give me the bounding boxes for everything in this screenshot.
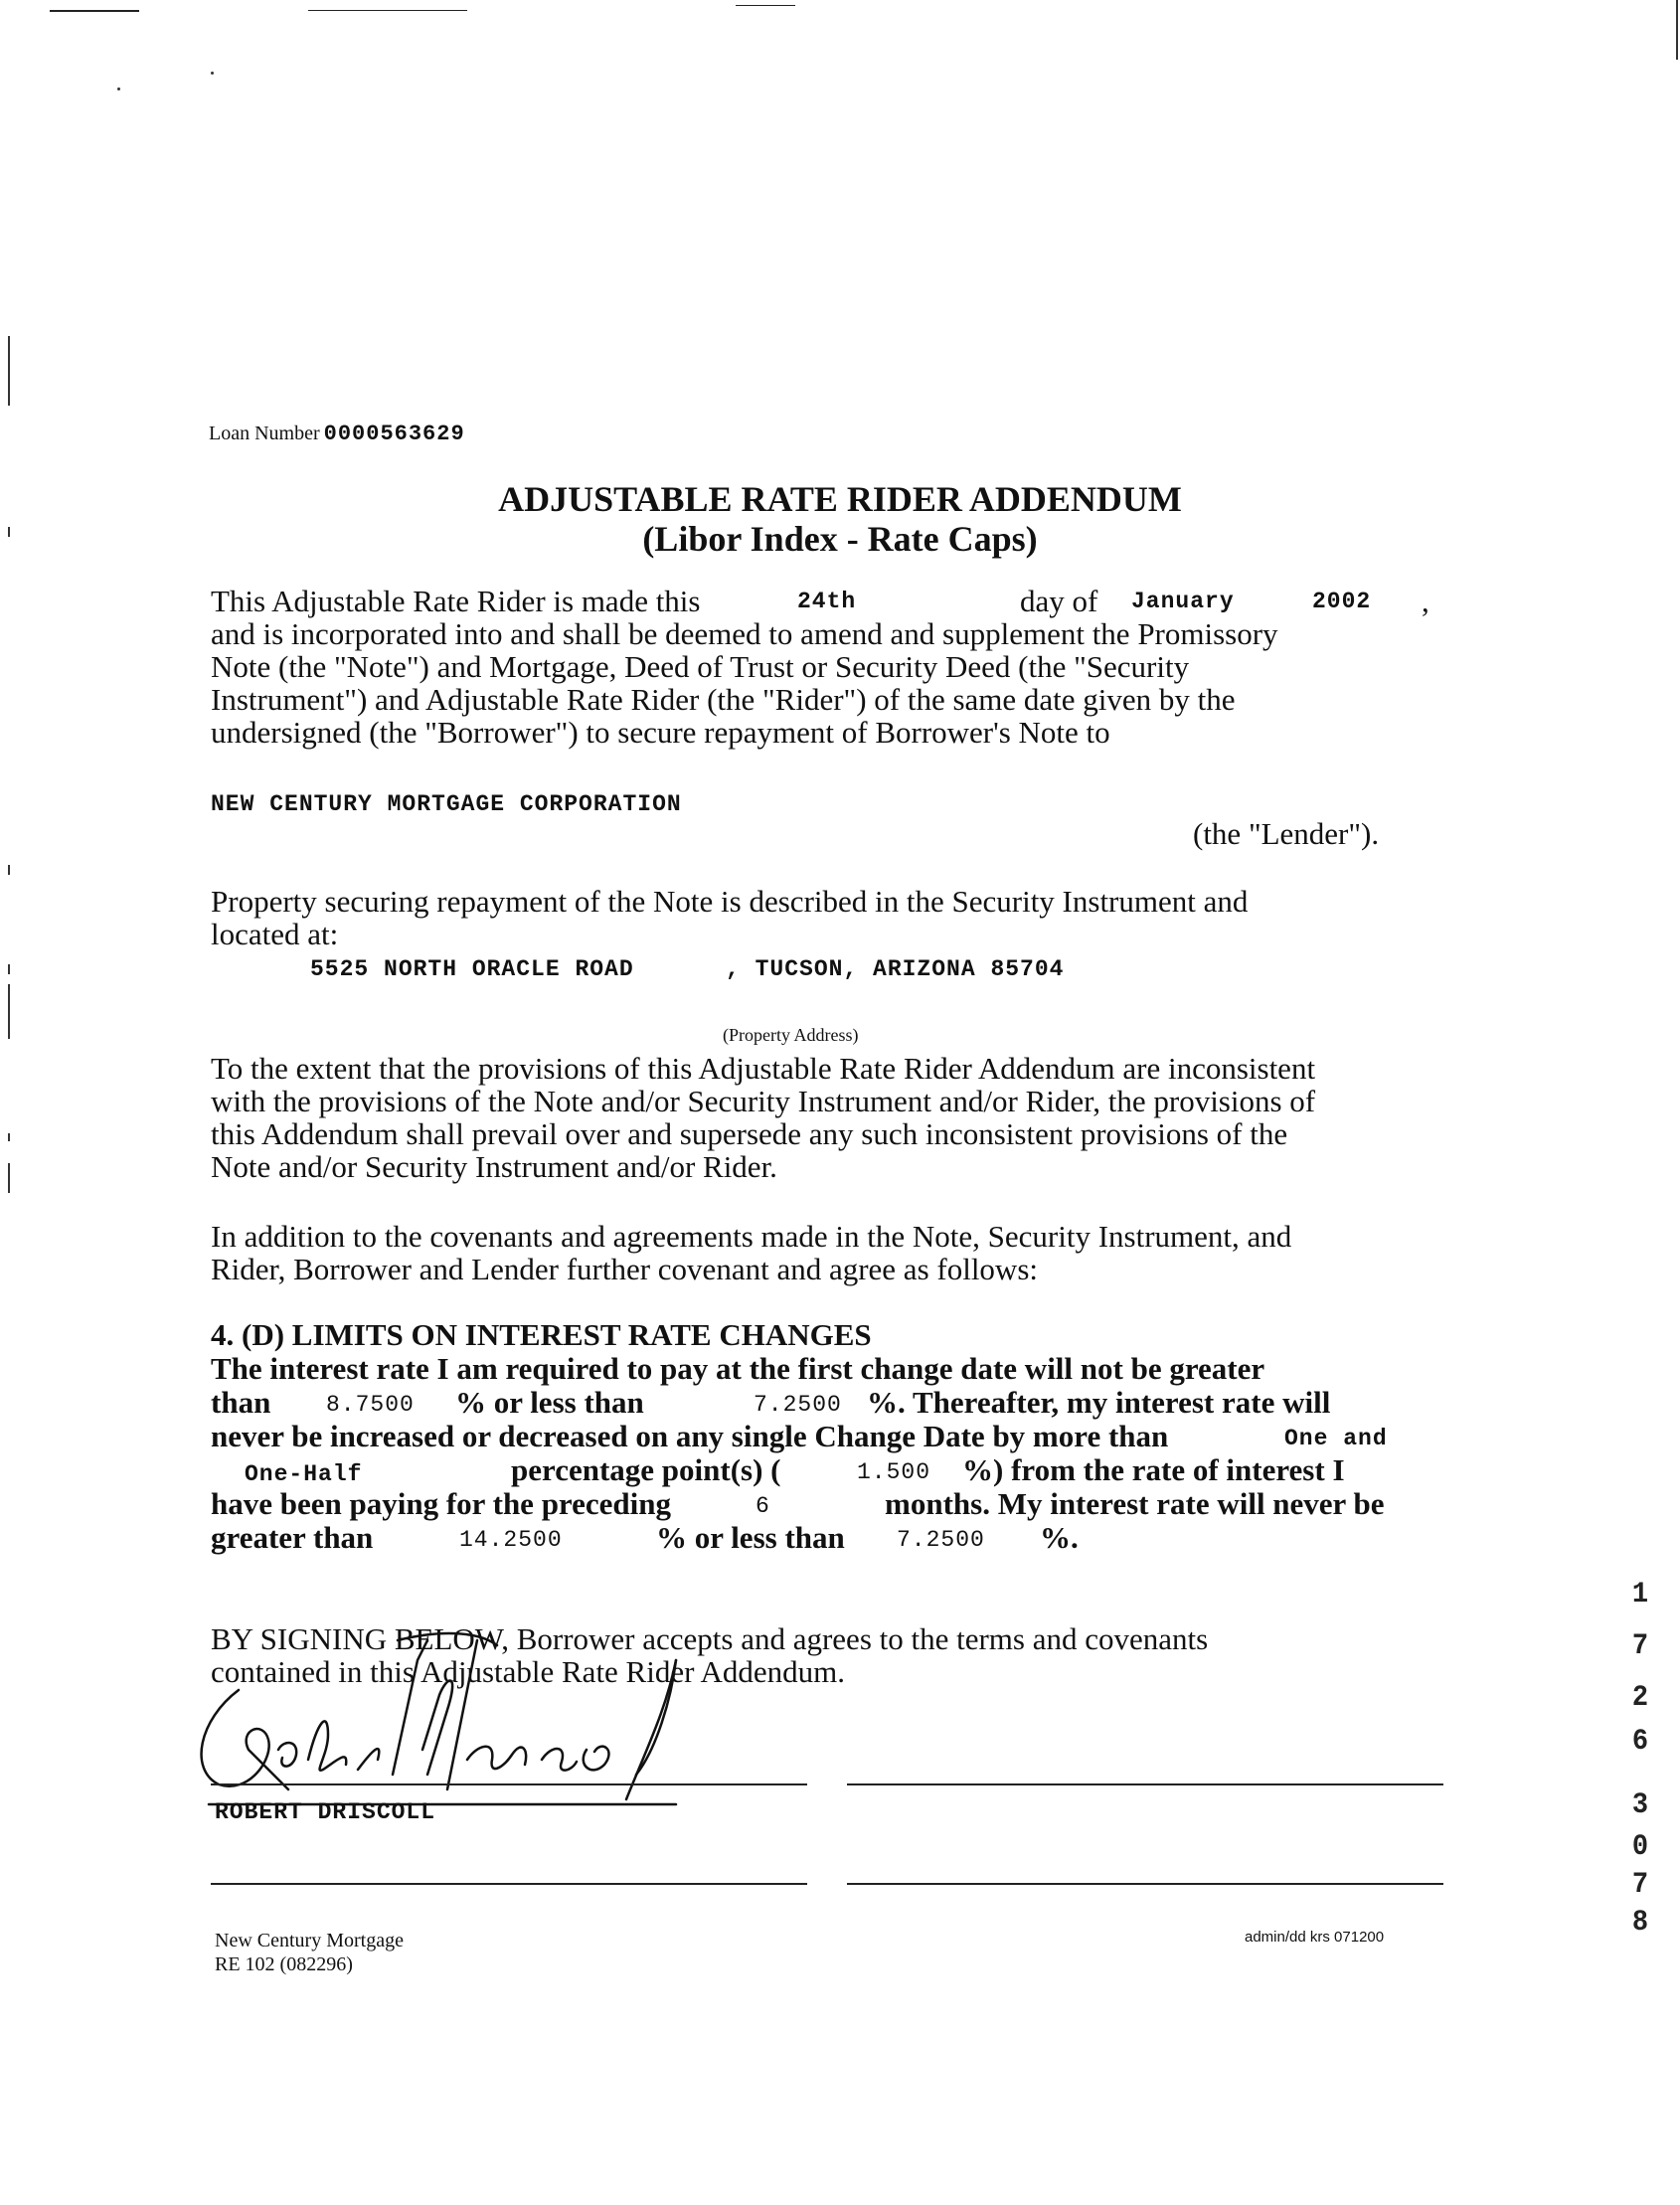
section-4-preceding: have been paying for the preceding	[211, 1486, 672, 1521]
section-4-months-never: months. My interest rate will never be	[885, 1486, 1385, 1521]
section-4-thereafter: %. Thereafter, my interest rate will	[867, 1385, 1331, 1420]
signature-line-4	[847, 1883, 1443, 1885]
section-4-line-3: never be increased or decreased on any single Change Date by more than	[211, 1419, 1169, 1453]
provisions-line-3: this Addendum shall prevail over and supersede any such inconsistent provisions of the	[211, 1116, 1288, 1151]
signature-line-3	[211, 1883, 807, 1885]
document-subtitle: (Libor Index - Rate Caps)	[642, 519, 1038, 559]
section-4-life-or-less: % or less than	[656, 1520, 845, 1555]
signing-line-1: BY SIGNING BELOW, Borrower accepts and agrees to the terms and covenants	[211, 1621, 1209, 1656]
intro-line-4: Instrument") and Adjustable Rate Rider (the "Rider") of the same date given by the	[211, 682, 1236, 717]
intro-month: January	[1131, 589, 1235, 614]
side-stamp-digit: 7	[1631, 1868, 1649, 1902]
side-stamp-digit: 3	[1631, 1788, 1649, 1822]
scan-artifact-edge	[8, 336, 10, 406]
intro-made-this: This Adjustable Rate Rider is made this	[211, 584, 701, 618]
signature-line-1	[211, 1783, 807, 1785]
side-stamp-digit: 1	[1631, 1578, 1649, 1611]
intro-line-1	[211, 585, 701, 617]
side-stamp-digit: 6	[1631, 1725, 1649, 1759]
intro-line-5: undersigned (the "Borrower") to secure repayment of Borrower's Note to	[211, 715, 1110, 750]
intro-day-of: day of	[1020, 584, 1098, 618]
intro-line-2: and is incorporated into and shall be deemed to amend and supplement the Promissory	[211, 616, 1278, 651]
provisions-line-4: Note and/or Security Instrument and/or Rider.	[211, 1149, 777, 1184]
scan-artifact-edge	[8, 964, 10, 974]
loan-number-row	[209, 422, 465, 446]
section-4-from-rate: %) from the rate of interest I	[962, 1452, 1345, 1487]
change-limit-percent: 1.500	[857, 1459, 931, 1485]
side-stamp-digit: 0	[1631, 1830, 1649, 1864]
lifetime-max-rate: 14.2500	[459, 1527, 563, 1553]
scan-artifact-line	[308, 10, 467, 11]
scan-artifact-edge	[8, 865, 10, 875]
section-4-greater-than: greater than	[211, 1520, 374, 1555]
scan-artifact-edge	[8, 1133, 10, 1141]
provisions-line-1: To the extent that the provisions of this Adjustable Rate Rider Addendum are inconsistent	[211, 1051, 1316, 1086]
intro-day: 24th	[797, 589, 857, 614]
scan-speck	[211, 72, 214, 75]
intro-line-3: Note (the "Note") and Mortgage, Deed of Trust or Security Deed (the "Security	[211, 649, 1190, 684]
scan-artifact-edge	[8, 984, 10, 1039]
footer-right-code: admin/dd krs 071200	[1245, 1929, 1385, 1946]
first-change-max-rate: 8.7500	[326, 1392, 415, 1418]
footer-company: New Century Mortgage	[215, 1930, 404, 1951]
side-stamp-digit: 8	[1631, 1906, 1649, 1940]
scan-artifact-line	[50, 10, 139, 12]
lender-suffix: (the "Lender").	[1193, 816, 1380, 851]
property-line-1: Property securing repayment of the Note is described in the Security Instrument and	[211, 884, 1249, 919]
scan-artifact-edge	[1676, 0, 1678, 60]
signature-line-2	[847, 1783, 1443, 1785]
scan-speck	[117, 87, 120, 90]
property-caption: (Property Address)	[723, 1025, 859, 1045]
property-city: , TUCSON, ARIZONA 85704	[726, 956, 1065, 982]
lender-name: NEW CENTURY MORTGAGE CORPORATION	[211, 791, 682, 817]
intro-comma: ,	[1422, 584, 1429, 618]
loan-number-value: 0000563629	[323, 422, 465, 446]
side-stamp-digit: 2	[1631, 1681, 1649, 1715]
scan-artifact-line	[736, 5, 795, 6]
lifetime-min-rate: 7.2500	[897, 1527, 985, 1553]
document-title: ADJUSTABLE RATE RIDER ADDENDUM	[498, 479, 1182, 519]
change-limit-words-2: One-Half	[245, 1461, 363, 1487]
first-change-min-rate: 7.2500	[754, 1392, 842, 1418]
signing-line-2: contained in this Adjustable Rate Rider Addendum.	[211, 1654, 845, 1689]
section-4-end: %.	[1040, 1520, 1079, 1555]
section-4-percentage-points: percentage point(s) (	[511, 1452, 781, 1487]
property-line-2: located at:	[211, 917, 339, 951]
scan-artifact-edge	[8, 1163, 10, 1193]
intro-year: 2002	[1312, 589, 1372, 614]
borrower-signature	[179, 1601, 736, 1829]
section-4-or-less-than: % or less than	[455, 1385, 644, 1420]
footer-form-number: RE 102 (082296)	[215, 1953, 353, 1975]
provisions-line-2: with the provisions of the Note and/or Security Instrument and/or Rider, the provisions of	[211, 1084, 1316, 1118]
section-4-line-1: The interest rate I am required to pay at the first change date will not be greater	[211, 1351, 1265, 1386]
borrower-name: ROBERT DRISCOLL	[215, 1799, 436, 1825]
covenants-line-2: Rider, Borrower and Lender further covenant and agree as follows:	[211, 1252, 1038, 1286]
change-limit-words-1: One and	[1284, 1426, 1388, 1451]
covenants-line-1: In addition to the covenants and agreements made in the Note, Security Instrument, and	[211, 1219, 1292, 1254]
property-street: 5525 NORTH ORACLE ROAD	[310, 956, 634, 982]
section-4-than: than	[211, 1385, 271, 1420]
section-4-heading: 4. (D) LIMITS ON INTEREST RATE CHANGES	[211, 1317, 872, 1352]
preceding-months: 6	[756, 1493, 770, 1519]
side-stamp-digit: 7	[1631, 1629, 1649, 1663]
loan-number-label: Loan Number	[209, 423, 320, 444]
